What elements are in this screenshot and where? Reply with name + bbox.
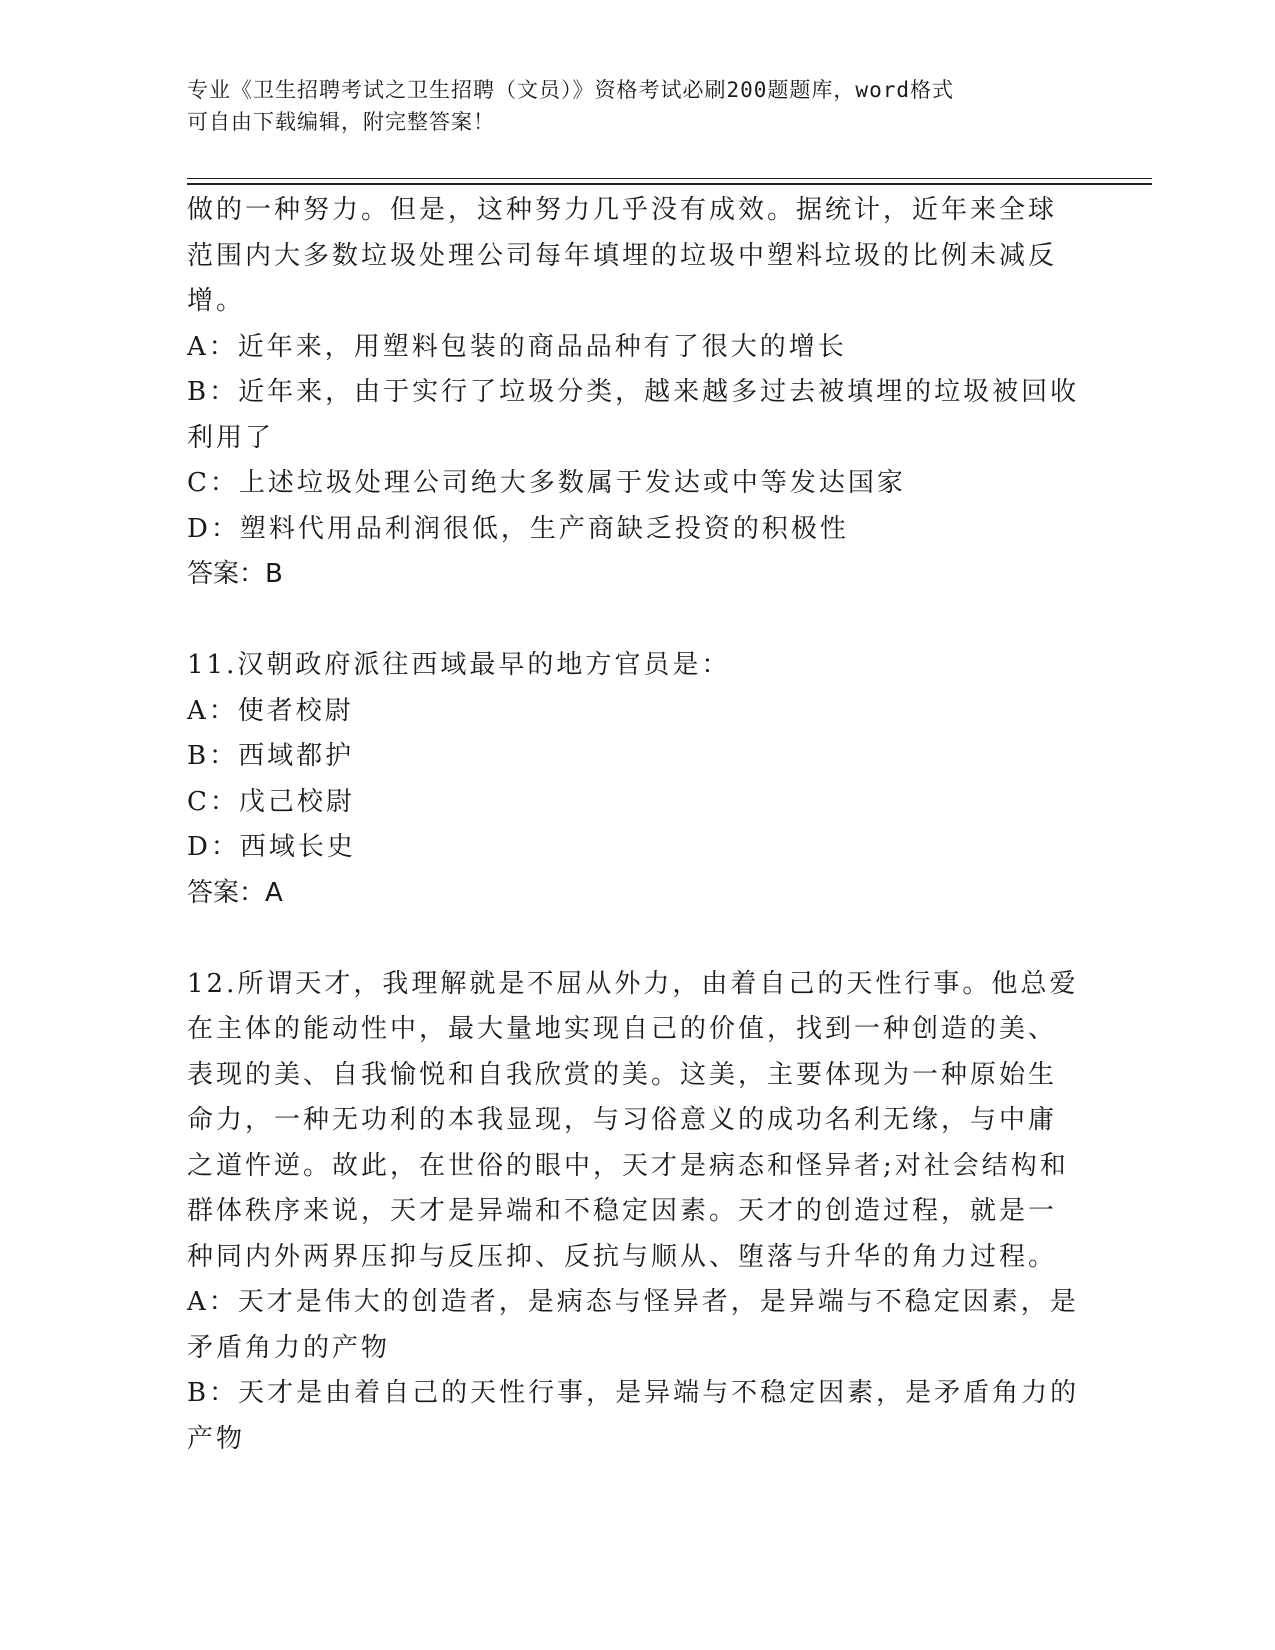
option-b: B：西域都护 [187,741,355,771]
question-stem-line: 群体秩序来说，天才是异端和不稳定因素。天才的创造过程，就是一 [187,1196,1058,1226]
option-d: D：塑料代用品利润很低，生产商缺乏投资的积极性 [187,513,849,544]
option-b-line-1: B：近年来，由于实行了垃圾分类，越来越多过去被填埋的垃圾被回收 [187,377,1080,407]
question-stem-line: 种同内外两界压抑与反压抑、反抗与顺从、堕落与升华的角力过程。 [187,1241,1058,1272]
question-stem-line: 12.所谓天才，我理解就是不屈从外力，由着自己的天性行事。他总爱 [187,968,1079,999]
option-d: D：西域长史 [187,832,356,862]
page-header [187,74,1067,138]
option-c: C：上述垃圾处理公司绝大多数属于发达或中等发达国家 [187,468,906,498]
option-a-line-1: A：天才是伟大的创造者，是病态与怪异者，是异端与不稳定因素，是 [187,1287,1079,1317]
spacer [187,598,1087,644]
header-divider-thin [187,178,1152,179]
question-10-block [187,188,1087,598]
spacer [187,916,1087,962]
question-stem-line: 范围内大多数垃圾处理公司每年填埋的垃圾中塑料垃圾的比例未减反 [187,240,1058,271]
option-b-line-1: B：天才是由着自己的天性行事，是异端与不稳定因素，是矛盾角力的 [187,1378,1080,1408]
answer-label: 答案：B [187,559,283,589]
question-content [187,188,1087,1462]
option-a: A：使者校尉 [187,695,354,726]
question-stem-line: 在主体的能动性中，最大量地实现自己的价值，找到一种创造的美、 [187,1014,1058,1044]
question-stem-line: 增。 [187,286,246,316]
option-b-line-2: 产物 [187,1423,246,1454]
question-stem-line: 命力，一种无功利的本我显现，与习俗意义的成功名利无缘，与中庸 [187,1105,1058,1135]
question-stem-line: 表现的美、自我愉悦和自我欣赏的美。这美，主要体现为一种原始生 [187,1059,1058,1090]
header-title-line-1: 专业《卫生招聘考试之卫生招聘（文员）》资格考试必刷200题题库，word格式 [187,78,954,102]
question-11-block [187,643,1087,916]
header-title-line-2: 可自由下载编辑，附完整答案！ [187,110,495,134]
option-b-line-2: 利用了 [187,422,275,453]
question-12-block [187,962,1087,1463]
answer-label: 答案：A [187,877,283,908]
option-a-line-2: 矛盾角力的产物 [187,1332,391,1363]
option-a: A：近年来，用塑料包装的商品品种有了很大的增长 [187,331,847,362]
question-stem-line: 之道忤逆。故此，在世俗的眼中，天才是病态和怪异者;对社会结构和 [187,1150,1069,1181]
question-stem: 11.汉朝政府派往西域最早的地方官员是： [187,650,731,680]
option-c: C：戊己校尉 [187,786,355,817]
question-stem-line: 做的一种努力。但是，这种努力几乎没有成效。据统计，近年来全球 [187,195,1058,225]
header-divider-thick [187,183,1152,185]
